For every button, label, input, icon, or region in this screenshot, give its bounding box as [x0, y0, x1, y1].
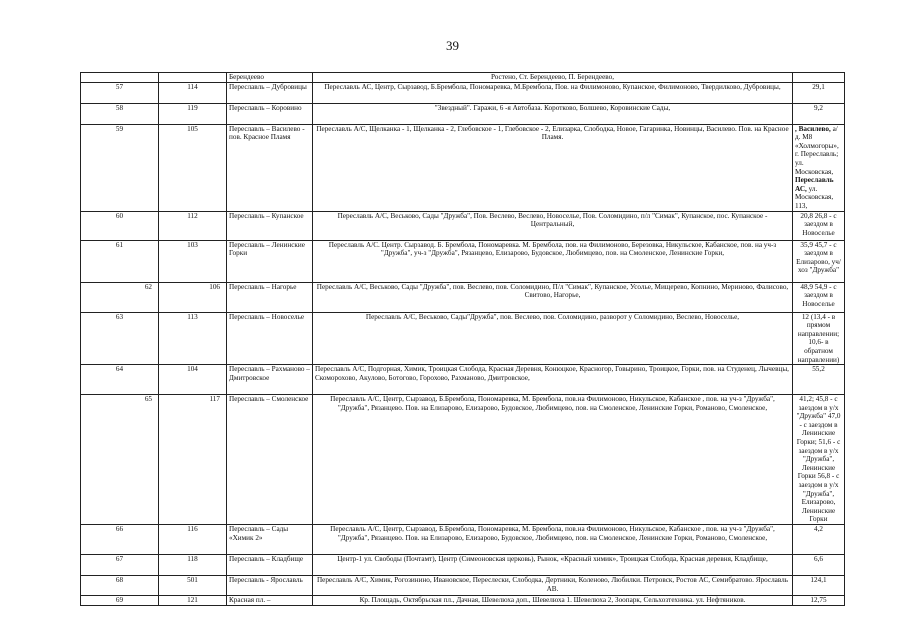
table-row: [81, 124, 845, 211]
route-number: 112: [159, 211, 227, 240]
route-length: [793, 124, 845, 211]
table-row: [81, 82, 845, 103]
route-stops: Переславль А/С, Веськово, Сады "Дружба", Пов. Веслево, Веслево, Новоселье, Пов. Соломидино, п/л "Симак", Купанское, пос. Купанское - Центральный,: [313, 211, 793, 240]
route-stops: Переславль А/С, Веськово, Сады "Дружба", пов. Веслево, пов. Соломидино, П/л "Симак", Купанское, Усолье, Мищерево, Копнино, Мериново, Фалисово, Свитово, Нагорье,: [313, 282, 793, 312]
route-name: Переславль – Кладбище: [227, 555, 313, 576]
route-number: 501: [159, 576, 227, 596]
route-number: 118: [159, 555, 227, 576]
route-name: Переславль – Ленинские Горки: [227, 240, 313, 282]
row-number: 68: [81, 576, 159, 596]
row-number: 62: [81, 282, 159, 312]
row-number: 63: [81, 312, 159, 365]
route-stops: Переславль А/С, Веськово, Сады"Дружба", пов. Веслево, пов. Соломидино, разворот у Соломидино, Веслево, Новоселье,: [313, 312, 793, 365]
table-row: [81, 312, 845, 365]
routes-table: [80, 72, 845, 606]
route-number: 116: [159, 525, 227, 555]
page-number: 39: [446, 38, 459, 53]
route-stops: Центр-1 ул. Свободы (Почтамт), Центр (Симеоновская церковь), Рынок, «Красный химик», Троицкая Слобода, Красная деревня, Кладбище,: [313, 555, 793, 576]
route-number: 103: [159, 240, 227, 282]
table-row: [81, 555, 845, 576]
route-stops: Кр. Площадь, Октябрьская пл., Дачная, Шевелюха доп., Шевелюха 1. Шевелюха 2, Зоопарк, Сельхозтехника. ул. Нефтяников.: [313, 596, 793, 606]
route-number: 113: [159, 312, 227, 365]
row-number: 67: [81, 555, 159, 576]
row-number: 69: [81, 596, 159, 606]
row-number: 58: [81, 103, 159, 124]
route-name: Переславль – Смоленское: [227, 395, 313, 525]
row-number: 66: [81, 525, 159, 555]
route-name: Переславль - Ярославль: [227, 576, 313, 596]
route-number: 117: [159, 395, 227, 525]
route-number: 104: [159, 365, 227, 395]
route-stops: Переславль А/С, Щелканка - 1, Щелканка - 2, Глебовское - 1, Глебовское - 2, Елизарка, Слободка, Новое, Гагаринка, Новинцы, Василево. Пов. на Красное Пламя.: [313, 124, 793, 211]
row-number: 64: [81, 365, 159, 395]
route-stops: Переславль А/С, Химик, Рогозинино, Ивановское, Переслески, Слободка, Дертники, Коленово, Любилки. Петровск, Ростов АС, Семибратово. Ярославль АВ.: [313, 576, 793, 596]
route-length-part-b: а/д. М8 «Холмогоры», г. Переславль; ул. Московская,: [795, 124, 839, 176]
route-length: 12,75: [793, 596, 845, 606]
route-length: 20,8 26,8 - с заездом в Новоселье: [793, 211, 845, 240]
row-number: 65: [81, 395, 159, 525]
table-row: [81, 240, 845, 282]
route-number: 114: [159, 82, 227, 103]
route-stops: Переславль А/С, Подгорная, Химик, Троицкая Слобода, Красная Деревня, Конюцкое, Красногор, Говырино, Троицкое, Горки, пов. на Студенец, Лычевцы, Скоморохово, Акулово, Ботогово, Горохово, Рахманово, Дмитровское,: [313, 365, 793, 395]
table-row: [81, 576, 845, 596]
table-row: [81, 365, 845, 395]
route-length: [793, 73, 845, 83]
table-row: [81, 525, 845, 555]
route-name: Переславль – Василево - пов. Красное Пламя: [227, 124, 313, 211]
route-length: 41,2; 45,8 - с заездом в у/х "Дружба" 47,0 - с заездом в Ленинские Горки; 51,6 - с заездом в у/х "Дружба", Ленинские Горки 56,8 - с заездом в у/х "Дружба", Елизарово, Ленинские Горки: [793, 395, 845, 525]
route-length: 48,9 54,9 - с заездом в Новоселье: [793, 282, 845, 312]
route-length: 6,6: [793, 555, 845, 576]
route-name: Переславль – Новоселье: [227, 312, 313, 365]
table-row: [81, 596, 845, 606]
route-name: Красная пл. –: [227, 596, 313, 606]
table-row: [81, 103, 845, 124]
route-number: 121: [159, 596, 227, 606]
route-length: 9,2: [793, 103, 845, 124]
route-length: 124,1: [793, 576, 845, 596]
table-row: [81, 73, 845, 83]
route-stops: Переславль А/С. Центр. Сырзавод. Б. Брембола, Пономаревка. М. Брембола, пов. на Филимоново, Березовка, Никульское, Кабанское, пов. на уч-з "Дружба", уч-з "Дружба", Рязанцево, Елизарово, Будовское, Любимцево, пов. на Смоленское, Ленинские Горки,: [313, 240, 793, 282]
route-length-part-d: ул. Московская, 113,: [795, 184, 834, 210]
route-length-bold-a: , Василево,: [795, 124, 831, 133]
route-number: 106: [159, 282, 227, 312]
route-stops: Ростено, Ст. Берендеево, П. Берендеево,: [313, 73, 793, 83]
route-name: Переславль – Коровино: [227, 103, 313, 124]
route-number: 105: [159, 124, 227, 211]
row-number: 60: [81, 211, 159, 240]
route-length: 4,2: [793, 525, 845, 555]
route-stops: Переславль А/С, Центр, Сырзавод, Б.Брембола, Пономаревка, М. Брембола, пов.на Филимоново, Никульское, Кабанское , пов. на уч-з "Дружба", "Дружба", Рязанцево. Пов. на Елизарово, Елизарово, Будовское, Любимцево, пов. на Смоленское, Ленинские Горки, Романово, Смоленское,: [313, 395, 793, 525]
route-name: Переславль – Дубровицы: [227, 82, 313, 103]
row-number: 61: [81, 240, 159, 282]
table-row: [81, 282, 845, 312]
table-row: [81, 395, 845, 525]
route-stops: Переславль АС, Центр, Сырзавод, Б.Брембола, Пономаревка, М.Брембола, Пов. на Филимоново, Купанское, Филимоново, Твердилково, Дубровицы,: [313, 82, 793, 103]
route-name: Переславль – Купанское: [227, 211, 313, 240]
row-number: 57: [81, 82, 159, 103]
route-name: Берендеево: [227, 73, 313, 83]
route-number: [159, 73, 227, 83]
route-length: 29,1: [793, 82, 845, 103]
route-number: 119: [159, 103, 227, 124]
route-name: Переславль – Сады «Химик 2»: [227, 525, 313, 555]
row-number: [81, 73, 159, 83]
route-length: 55,2: [793, 365, 845, 395]
route-length: 35,9 45,7 - с заездом в Елизарово, уч/хоз "Дружба": [793, 240, 845, 282]
route-stops: Переславль А/С, Центр, Сырзавод, Б.Брембола, Пономаревка, М. Брембола, пов.на Филимоново, Никульское, Кабанское , пов. на уч-з "Дружба", "Дружба", Рязанцево. Пов. на Елизарово, Елизарово, Будовское, Любимцево, пов. на Смоленское, Ленинские Горки, Романово, Смоленское,: [313, 525, 793, 555]
route-length-bold-c: Переславль АС,: [795, 176, 834, 193]
route-name: Переславль – Рахманово – Дмитровское: [227, 365, 313, 395]
table-row: [81, 211, 845, 240]
route-name: Переславль – Нагорье: [227, 282, 313, 312]
row-number: 59: [81, 124, 159, 211]
route-stops: "Звездный". Гаражи, 6 -я Автобаза. Коротково, Болшево, Коровинские Сады,: [313, 103, 793, 124]
route-length: 12 (13,4 - в прямом направлении; 10,6- в обратном направлении): [793, 312, 845, 365]
